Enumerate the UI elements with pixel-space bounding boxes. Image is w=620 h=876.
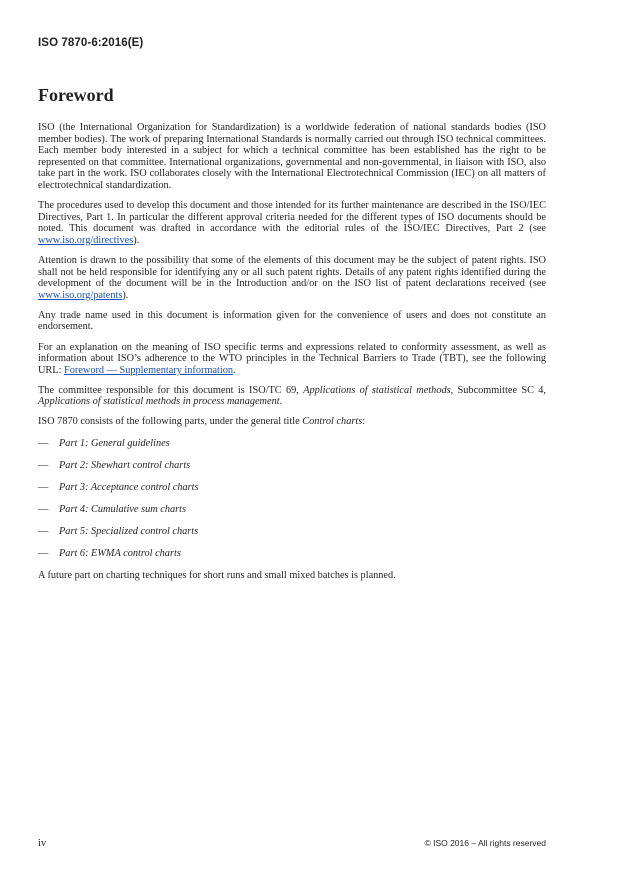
list-item [38,438,546,450]
committee-text-a: The committee responsible for this document is ISO/TC 69, [38,384,304,396]
document-id: ISO 7870-6:2016(E) [38,37,144,49]
page-title: Foreword [38,85,114,105]
committee-text-e: . [279,396,283,408]
parts-intro-colon: : [362,416,366,428]
list-item [38,482,546,494]
part-title: Part 5: Specialized control charts [59,526,199,537]
supplementary-info-link[interactable]: Foreword — Supplementary information [64,364,234,376]
part-title: Part 3: Acceptance control charts [59,482,199,494]
directives-link[interactable]: www.iso.org/directives [38,234,134,246]
list-dash: — [38,547,49,559]
patents-link[interactable]: www.iso.org/patents [38,289,123,301]
part-title: Part 1: General guidelines [59,438,170,450]
list-dash: — [38,482,49,494]
paragraph-future-part: A future part on charting techniques for short runs and small mixed batches is planned. [38,569,396,581]
list-dash: — [38,460,49,472]
list-dash: — [38,504,49,516]
paragraph-procedures-text: The procedures used to develop this document and those intended for its further maintenance are described in the ISO/IEC Directives, Part 1. In particular the different approval criteria needed for the different types of ISO documents should be noted. This document was drafted in accordance with the editorial rules of the ISO/IEC Directives, Part 2 (see [38,200,546,235]
list-item [38,526,546,538]
paragraph-trade-name: Any trade name used in this document is information given for the convenience of users and does not constitute an endorsement. [38,309,546,333]
paragraph-committee [38,385,546,408]
parts-list [38,438,546,560]
paragraph-conformity-text: For an explanation on the meaning of ISO specific terms and expressions related to conformity assessment, as well as information about ISO’s adherence to the WTO principles in the Technical Barriers to Trade (TBT), see the following URL: [38,341,546,376]
list-dash: — [38,526,49,537]
part-title: Part 2: Shewhart control charts [59,460,191,472]
parts-intro-text: ISO 7870 consists of the following parts, under the general title [38,416,303,428]
committee-title-italic: Applications of statistical methods [303,384,451,396]
part-title: Part 4: Cumulative sum charts [59,504,186,516]
copyright-notice: © ISO 2016 – All rights reserved [424,838,546,848]
paragraph-procedures [38,200,546,246]
paragraph-parts-intro [38,416,546,428]
list-dash: — [38,438,49,450]
list-item [38,548,546,560]
part-title: Part 6: EWMA control charts [59,547,181,559]
subcommittee-title-italic: Applications of statistical methods in process management [38,396,280,408]
page-number: iv [38,838,47,849]
paragraph-conformity-end: . [233,364,236,376]
paragraph-patents-text: Attention is drawn to the possibility that some of the elements of this document may be the subject of patent rights. ISO shall not be held responsible for identifying any or all such patent rights. Details of any patent rights identified during the development of the document will be in the Introduction and/or on the ISO list of patent declarations received (see [38,254,546,290]
paragraph-procedures-end: ). [133,234,140,246]
paragraph-iso-intro: ISO (the International Organization for Standardization) is a worldwide federation of national standards bodies (ISO member bodies). The work of preparing International Standards is normally carried out through ISO technical committees. Each member body interested in a subject for which a technical committee has been established has the right to be represented on that committee. International organizations, governmental and non-governmental, in liaison with ISO, also take part in the work. ISO collaborates closely with the International Electrotechnical Commission (IEC) on all matters of electrotechnical standardization. [38,122,546,191]
list-item [38,460,546,472]
paragraph-patents-end: ). [122,289,129,301]
general-title-italic: Control charts [302,416,363,428]
committee-text-c: , Subcommittee SC 4, [450,384,547,396]
list-item [38,504,546,516]
paragraph-patents [38,255,546,301]
foreword-body [38,122,546,590]
paragraph-conformity [38,342,546,377]
